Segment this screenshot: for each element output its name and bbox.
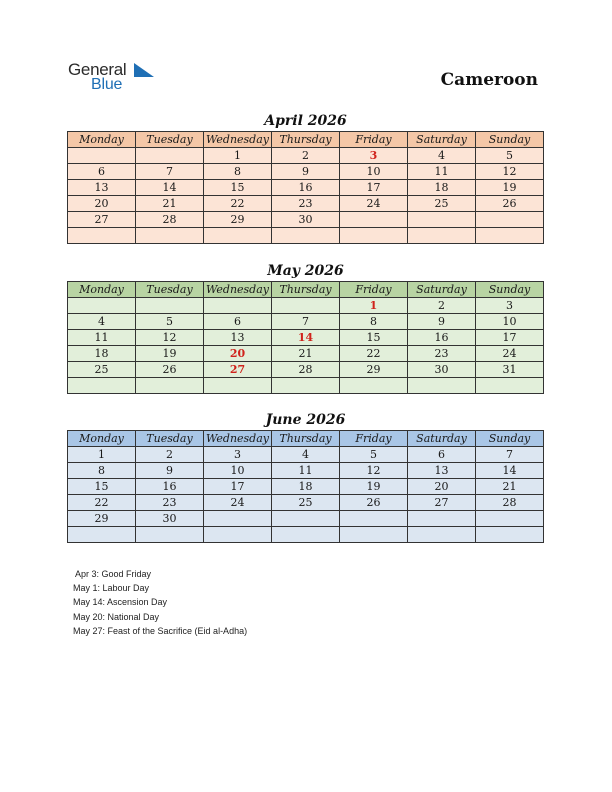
holiday-note: May 20: National Day (73, 611, 160, 622)
day-cell: 29 (68, 511, 136, 527)
day-cell: 24 (340, 196, 408, 212)
day-cell: 29 (204, 212, 272, 228)
day-cell: 27 (408, 495, 476, 511)
day-cell (408, 212, 476, 228)
day-cell (272, 511, 340, 527)
day-cell (204, 527, 272, 543)
day-cell: 26 (476, 196, 544, 212)
day-cell: 17 (476, 330, 544, 346)
day-cell: 28 (272, 362, 340, 378)
day-cell: 23 (408, 346, 476, 362)
day-cell (340, 212, 408, 228)
day-cell: 12 (476, 164, 544, 180)
day-cell (476, 212, 544, 228)
day-cell: 15 (204, 180, 272, 196)
day-cell: 8 (340, 314, 408, 330)
day-cell: 24 (204, 495, 272, 511)
day-cell (408, 228, 476, 244)
day-cell (272, 378, 340, 394)
month-april (67, 111, 544, 244)
calendar-table (67, 281, 544, 394)
day-cell: 8 (68, 463, 136, 479)
day-cell (476, 378, 544, 394)
day-cell (136, 378, 204, 394)
day-cell (476, 511, 544, 527)
day-cell: 10 (476, 314, 544, 330)
day-cell: 9 (136, 463, 204, 479)
country-title: Cameroon (440, 70, 538, 90)
day-cell (340, 511, 408, 527)
day-cell: 17 (204, 479, 272, 495)
day-cell (204, 511, 272, 527)
day-cell: 5 (136, 314, 204, 330)
calendar-table (67, 131, 544, 244)
week-row (68, 196, 544, 212)
holiday-note: May 27: Feast of the Sacrifice (Eid al-Adha) (73, 625, 248, 636)
day-cell: 2 (408, 298, 476, 314)
day-cell (204, 378, 272, 394)
day-cell: 15 (68, 479, 136, 495)
day-cell: 9 (272, 164, 340, 180)
day-cell: 14 (272, 330, 340, 346)
week-row (68, 212, 544, 228)
day-cell: 6 (408, 447, 476, 463)
day-cell (68, 527, 136, 543)
day-cell (408, 527, 476, 543)
week-row (68, 447, 544, 463)
weekday-header: Saturday (408, 431, 476, 447)
weekday-header-row (68, 132, 544, 148)
day-cell (204, 228, 272, 244)
week-row (68, 511, 544, 527)
day-cell: 31 (476, 362, 544, 378)
weekday-header: Sunday (476, 282, 544, 298)
weekday-header: Tuesday (136, 282, 204, 298)
holiday-note: May 14: Ascension Day (73, 597, 168, 608)
day-cell (476, 527, 544, 543)
day-cell: 19 (136, 346, 204, 362)
day-cell: 25 (68, 362, 136, 378)
day-cell (408, 511, 476, 527)
week-row (68, 330, 544, 346)
day-cell: 11 (68, 330, 136, 346)
weekday-header: Monday (68, 132, 136, 148)
day-cell: 1 (68, 447, 136, 463)
day-cell: 3 (476, 298, 544, 314)
day-cell: 16 (272, 180, 340, 196)
day-cell (136, 228, 204, 244)
day-cell: 7 (476, 447, 544, 463)
week-row (68, 180, 544, 196)
holiday-note: May 1: Labour Day (73, 583, 150, 594)
day-cell: 4 (408, 148, 476, 164)
logo-word-general: General (68, 60, 127, 79)
day-cell: 9 (408, 314, 476, 330)
day-cell: 12 (340, 463, 408, 479)
day-cell: 27 (68, 212, 136, 228)
weekday-header: Thursday (272, 132, 340, 148)
week-row (68, 378, 544, 394)
day-cell: 5 (340, 447, 408, 463)
day-cell: 4 (68, 314, 136, 330)
day-cell (408, 378, 476, 394)
day-cell: 17 (340, 180, 408, 196)
day-cell: 11 (272, 463, 340, 479)
day-cell: 21 (136, 196, 204, 212)
day-cell (204, 298, 272, 314)
day-cell (340, 228, 408, 244)
generalblue-logo (68, 60, 168, 96)
day-cell (136, 527, 204, 543)
calendar-table (67, 430, 544, 543)
day-cell: 11 (408, 164, 476, 180)
weekday-header: Wednesday (204, 132, 272, 148)
day-cell: 22 (204, 196, 272, 212)
day-cell (68, 148, 136, 164)
day-cell: 5 (476, 148, 544, 164)
day-cell: 27 (204, 362, 272, 378)
day-cell: 3 (340, 148, 408, 164)
day-cell (476, 228, 544, 244)
weekday-header: Wednesday (204, 282, 272, 298)
week-row (68, 362, 544, 378)
week-row (68, 164, 544, 180)
weekday-header: Wednesday (204, 431, 272, 447)
day-cell: 30 (272, 212, 340, 228)
month-june (67, 410, 544, 543)
month-title: May 2026 (267, 263, 344, 279)
day-cell: 6 (68, 164, 136, 180)
holiday-note: Apr 3: Good Friday (75, 569, 152, 579)
day-cell: 26 (340, 495, 408, 511)
day-cell: 30 (408, 362, 476, 378)
week-row (68, 346, 544, 362)
day-cell: 8 (204, 164, 272, 180)
day-cell (68, 228, 136, 244)
day-cell (136, 298, 204, 314)
day-cell: 25 (272, 495, 340, 511)
month-title: June 2026 (265, 412, 346, 428)
weekday-header: Friday (340, 431, 408, 447)
month-title: April 2026 (264, 113, 347, 129)
week-row (68, 314, 544, 330)
day-cell: 14 (476, 463, 544, 479)
day-cell: 22 (340, 346, 408, 362)
weekday-header: Saturday (408, 282, 476, 298)
weekday-header: Sunday (476, 132, 544, 148)
weekday-header: Saturday (408, 132, 476, 148)
day-cell: 3 (204, 447, 272, 463)
day-cell: 28 (476, 495, 544, 511)
week-row (68, 148, 544, 164)
day-cell: 18 (272, 479, 340, 495)
weekday-header: Monday (68, 431, 136, 447)
day-cell: 1 (204, 148, 272, 164)
day-cell: 6 (204, 314, 272, 330)
day-cell: 29 (340, 362, 408, 378)
day-cell: 28 (136, 212, 204, 228)
day-cell: 18 (408, 180, 476, 196)
logo-triangle-icon (134, 63, 154, 77)
day-cell: 7 (136, 164, 204, 180)
day-cell (340, 527, 408, 543)
week-row (68, 463, 544, 479)
day-cell: 20 (68, 196, 136, 212)
day-cell (136, 148, 204, 164)
week-row (68, 495, 544, 511)
day-cell: 15 (340, 330, 408, 346)
day-cell (340, 378, 408, 394)
month-may (67, 261, 544, 394)
weekday-header: Tuesday (136, 431, 204, 447)
day-cell: 22 (68, 495, 136, 511)
holiday-notes (73, 567, 247, 638)
week-row (68, 298, 544, 314)
day-cell: 16 (136, 479, 204, 495)
day-cell: 10 (340, 164, 408, 180)
day-cell: 21 (272, 346, 340, 362)
logo-word-blue: Blue (91, 76, 123, 93)
day-cell: 2 (136, 447, 204, 463)
week-row (68, 228, 544, 244)
week-row (68, 479, 544, 495)
day-cell: 24 (476, 346, 544, 362)
weekday-header: Friday (340, 132, 408, 148)
day-cell (272, 298, 340, 314)
day-cell: 16 (408, 330, 476, 346)
day-cell: 23 (272, 196, 340, 212)
day-cell: 19 (476, 180, 544, 196)
weekday-header: Thursday (272, 431, 340, 447)
day-cell: 26 (136, 362, 204, 378)
day-cell: 25 (408, 196, 476, 212)
day-cell: 23 (136, 495, 204, 511)
day-cell: 13 (68, 180, 136, 196)
day-cell: 10 (204, 463, 272, 479)
day-cell: 1 (340, 298, 408, 314)
weekday-header: Friday (340, 282, 408, 298)
weekday-header: Monday (68, 282, 136, 298)
weekday-header-row (68, 282, 544, 298)
day-cell: 19 (340, 479, 408, 495)
day-cell: 13 (204, 330, 272, 346)
weekday-header: Sunday (476, 431, 544, 447)
day-cell (272, 228, 340, 244)
day-cell: 12 (136, 330, 204, 346)
day-cell: 20 (408, 479, 476, 495)
day-cell: 21 (476, 479, 544, 495)
weekday-header: Thursday (272, 282, 340, 298)
day-cell: 13 (408, 463, 476, 479)
day-cell: 18 (68, 346, 136, 362)
day-cell: 4 (272, 447, 340, 463)
week-row (68, 527, 544, 543)
weekday-header-row (68, 431, 544, 447)
weekday-header: Tuesday (136, 132, 204, 148)
day-cell: 14 (136, 180, 204, 196)
day-cell: 7 (272, 314, 340, 330)
day-cell (272, 527, 340, 543)
day-cell: 30 (136, 511, 204, 527)
day-cell: 20 (204, 346, 272, 362)
day-cell (68, 298, 136, 314)
day-cell: 2 (272, 148, 340, 164)
day-cell (68, 378, 136, 394)
